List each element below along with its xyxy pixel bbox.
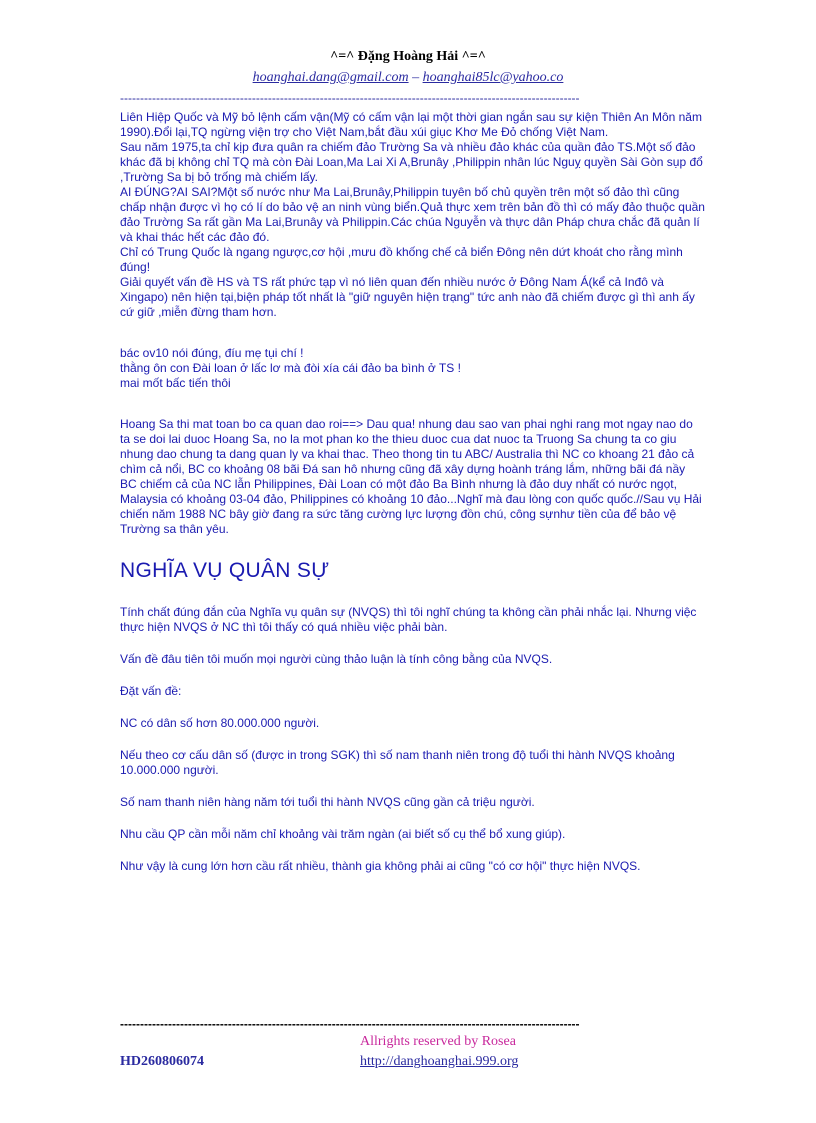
comment-line: thằng ôn con Đài loan ở lấc lơ mà đòi xía cái đảo ba bình ở TS ! [120,361,461,375]
paragraph: Giải quyết vấn đề HS và TS rất phức tạp vì nó liên quan đến nhiều nước ở Đông Nam Á(kể cả Inđô và Xingapo) nên hiện tại,biện pháp tốt nhất là "giữ nguyên hiện trạng" tức anh nào đã chiếm được gì thì anh ấy cứ giữ ,miễn đừng tham hơn. [120,275,695,319]
spacer [120,391,705,405]
section-paragraph: Như vậy là cung lớn hơn cầu rất nhiều, thành gia không phải ai cũng "có cơ hội" thực hiện NVQS. [120,859,641,873]
section-paragraph: Tính chất đúng đắn của Nghĩa vụ quân sự (NVQS) thì tôi nghĩ chúng ta không cần phải nhắc lại. Nhưng việc thực hiện NVQS ở NC thì tôi thấy có quá nhiều việc phải bàn. [120,605,697,634]
paragraph: Chỉ có Trung Quốc là ngang ngược,cơ hội ,mưu đồ khống chế cả biển Đông nên dứt khoát cho rằng mình đúng! [120,245,683,274]
paragraph-hoang-sa: Hoang Sa thi mat toan bo ca quan dao roi==> Dau qua! nhung dau sao van phai nghi rang mot ngay nao do ta se doi lai duoc Hoang Sa, no la mot phan ko the thieu duoc cua dat nuoc ta Truong Sa chung ta co giu nhung dao chung ta dang quan ly va khai thac. Theo thong tin tu ABC/ Australia thì NC co khoang 21 đảo cả chìm cả nổi, BC co khoảng 08 bãi Đá san hô nhưng cũng đã xây dựng hoành tráng lắm, những bãi đá nầy BC chiếm cả của NC lẫn Philippines, Đài Loan có một đảo Ba Bình nhưng là đảo duy nhất có nước ngọt, Malaysia có khoảng 03-04 đảo, Philippines có khoảng 10 đảo...Nghĩ mà đau lòng con quốc quốc.//Sau vụ Hải chiến năm 1988 NC bây giờ đang ra sức tăng cường lực lượng đồn chú, công sựnhư tiền của để bảo vệ Trường sa thân yêu. [120,417,702,536]
author-title: ^=^ Đặng Hoàng Hải ^=^ [330,49,486,64]
header-divider: ------------------------------------------------------------------------------------------------------------------- [120,92,580,104]
paragraph: Sau năm 1975,ta chỉ kịp đưa quân ra chiếm đảo Trường Sa và nhiều đảo khác của quần đảo TS.Một số đảo khác đã bị không chỉ TQ mà còn Đài Loan,Ma Lai Xi A,Brunây ,Philippin nhân lúc Nguỵ quyền Sài Gòn sụp đổ ,Trường Sa bị bỏ trống mà chiếm lấy. [120,140,703,184]
email-separator: – [408,70,423,85]
document-code: HD260806074 [120,1054,204,1069]
website-link[interactable]: http://danghoanghai.999.org [360,1054,519,1069]
section-paragraph: NC có dân số hơn 80.000.000 người. [120,716,320,730]
paragraph: AI ĐÚNG?AI SAI?Một số nước như Ma Lai,Brunây,Philippin tuyên bố chủ quyền trên một số đảo thì cũng chấp nhận được vì họ có lí do bảo vệ an ninh vùng biển.Quả thực xem trên bản đồ thì có mấy đảo thuộc quần đảo Trường Sa rất gần Ma Lai,Brunây và Philippin.Các chúa Nguyễn và thực dân Pháp chưa chắc đã quản lí và khai thác hết các đảo đó. [120,185,705,244]
comment-line: mai mốt bấc tiến thôi [120,376,231,390]
spacer [120,405,705,417]
footer-divider: ------------------------------------------------------------------------------------------------------------------- [120,1018,580,1030]
author-emails [0,70,816,86]
document-body [120,110,705,891]
section-heading: NGHĨA VỤ QUÂN SỰ [120,559,330,582]
paragraph: Liên Hiệp Quốc và Mỹ bỏ lệnh cấm vận(Mỹ có cấm vận lại một thời gian ngắn sau sự kiện Thiên An Môn năm 1990).Đổi lại,TQ ngừng viện trợ cho Việt Nam,bắt đầu xúi giục Khơ Me Đỏ chống Việt Nam. [120,110,702,139]
email-link-gmail[interactable]: hoanghai.dang@gmail.com [252,70,409,85]
section-paragraph: Vấn đề đâu tiên tôi muốn mọi người cùng thảo luận là tính công bằng của NVQS. [120,652,553,666]
section-paragraph: Số nam thanh niên hàng năm tới tuổi thi hành NVQS cũng gần cả triệu người. [120,795,535,809]
comment-line: bác ov10 nói đúng, đíu mẹ tụi chí ! [120,346,304,360]
section-body [120,605,705,874]
copyright-notice: Allrights reserved by Rosea [360,1034,516,1049]
email-link-yahoo[interactable]: hoanghai85lc@yahoo.co [422,70,564,85]
spacer [120,334,705,346]
section-paragraph: Đặt vấn đề: [120,684,182,698]
section-paragraph: Nhu cầu QP cần mỗi năm chỉ khoảng vài trăm ngàn (ai biết số cụ thể bổ xung giúp). [120,827,566,841]
section-paragraph: Nếu theo cơ cấu dân số (được in trong SGK) thì số nam thanh niên trong độ tuổi thi hành NVQS khoảng 10.000.000 người. [120,748,675,777]
spacer [120,320,705,334]
